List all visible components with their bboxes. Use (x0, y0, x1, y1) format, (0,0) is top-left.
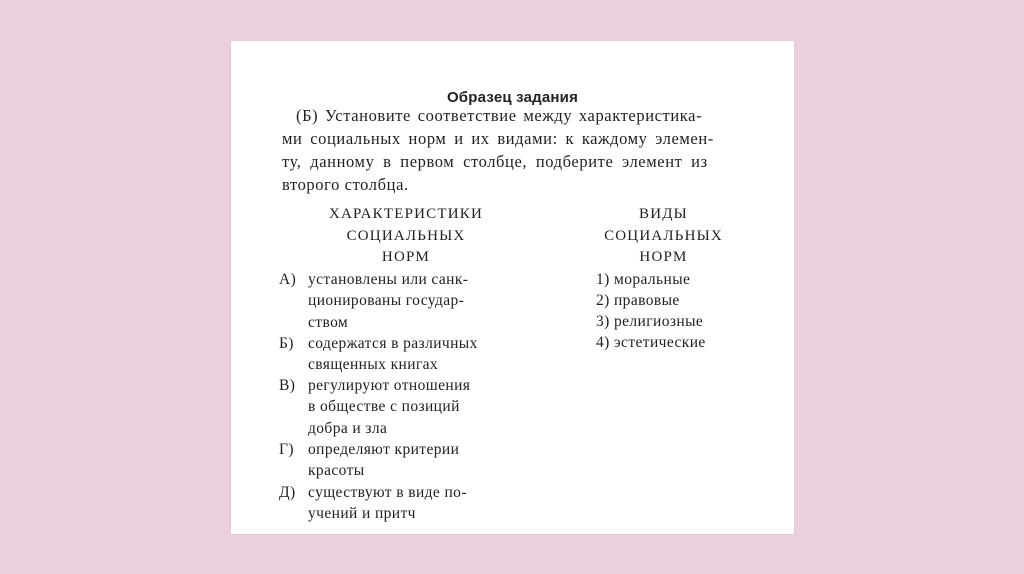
task-line: второго столбца. (282, 175, 409, 194)
task-heading: Образец задания (446, 89, 579, 106)
item-line: ционированы государ- (308, 292, 465, 310)
task-line: ту, данному в первом столбце, подберите элемент из (282, 152, 708, 171)
right-column-title (551, 204, 776, 269)
item-line: красоты (308, 462, 365, 480)
norm-kind-4: 4) эстетические (596, 334, 706, 351)
item-text (308, 269, 468, 333)
left-title-line: НОРМ (381, 249, 431, 265)
task-statement (282, 104, 760, 196)
item-line: добра и зла (308, 419, 388, 437)
item-line: в обществе с позиций (308, 398, 460, 416)
item-text (308, 482, 467, 525)
item-key: В) (279, 377, 296, 394)
item-line: учений и притч (308, 505, 416, 523)
item-text (308, 375, 470, 439)
item-key: Б) (279, 335, 294, 352)
left-column-title (281, 204, 531, 269)
item-line: установлены или санк- (308, 271, 469, 288)
item-text (308, 439, 459, 482)
left-title-line: СОЦИАЛЬНЫХ (346, 227, 466, 244)
task-line: ми социальных норм и их видами: к каждому элемен- (282, 129, 714, 148)
norm-kind-1: 1) моральные (596, 271, 691, 288)
item-line: существуют в виде по- (308, 484, 467, 501)
item-line: ством (308, 313, 349, 331)
norm-kind-3: 3) религиозные (596, 313, 704, 330)
item-text (308, 333, 478, 376)
right-title-line: НОРМ (639, 249, 688, 265)
item-line: содержатся в различных (308, 335, 478, 352)
right-title-line: СОЦИАЛЬНЫХ (604, 227, 723, 244)
item-line: определяют критерии (308, 441, 460, 458)
item-key: А) (279, 271, 297, 288)
item-line: священных книгах (308, 356, 439, 374)
right-title-line: ВИДЫ (639, 206, 688, 222)
norm-kind-2: 2) правовые (596, 292, 680, 309)
item-key: Г) (279, 441, 294, 458)
item-line: регулируют отношения (308, 377, 471, 394)
task-line: (Б) Установите соответствие между характеристика- (296, 106, 703, 125)
task-card (231, 41, 794, 534)
item-key: Д) (279, 484, 296, 501)
left-title-line: ХАРАКТЕРИСТИКИ (328, 206, 484, 222)
